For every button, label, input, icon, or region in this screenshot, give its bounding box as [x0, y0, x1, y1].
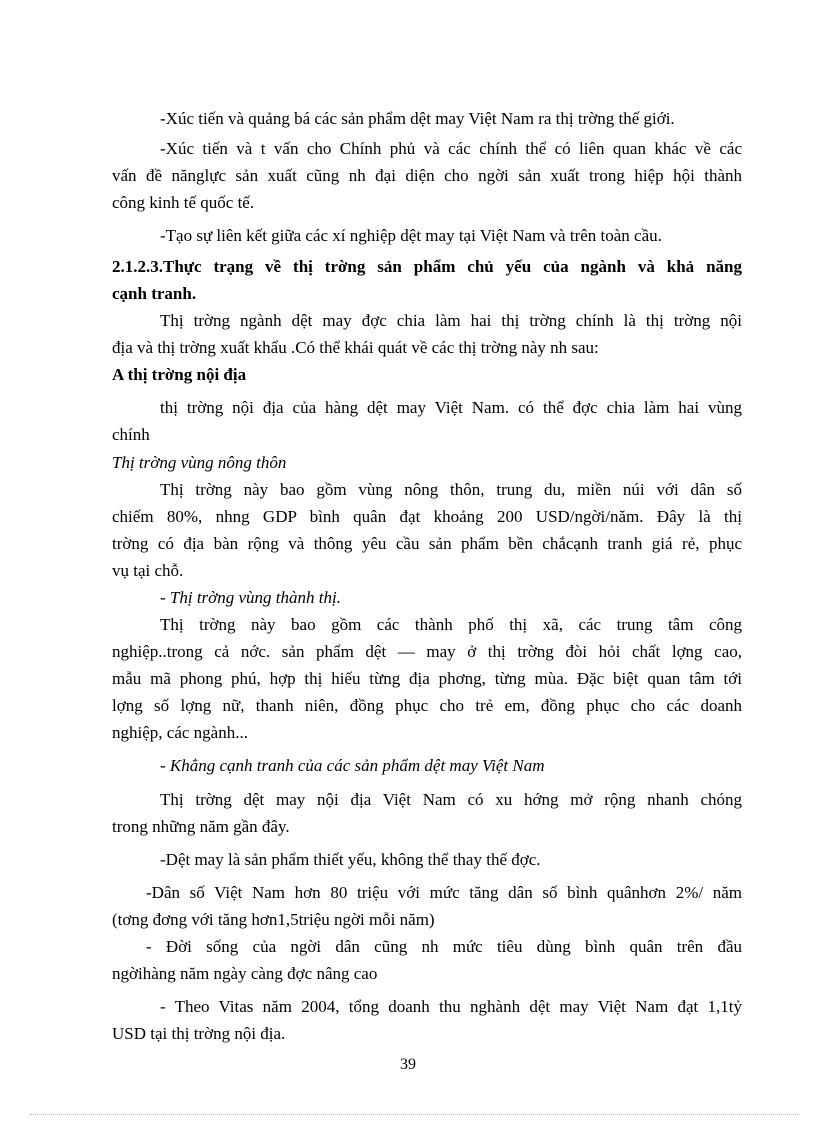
rural-line-3: trờng có địa bàn rộng và thông yêu cầu sản phẩm bền chắcạnh tranh giá rẻ, phục	[112, 534, 742, 553]
subheading-domestic-market: A thị trờng nội địa	[112, 365, 247, 384]
domestic-line-1: thị trờng nội địa của hàng dệt may Việt Nam. có thể đợc chia làm hai vùng	[160, 398, 742, 417]
urban-line-1: Thị trờng này bao gồm các thành phố thị xã, các trung tâm công	[160, 615, 742, 634]
paragraph-consulting-line-2: vấn đề nănglực sản xuất cũng nh đại diện cho ngời sản xuất trong hiệp hội thành	[112, 166, 742, 185]
vitas-line-2: USD tại thị trờng nội địa.	[112, 1024, 286, 1043]
rural-market-title: Thị trờng vùng nông thôn	[112, 453, 287, 472]
rural-line-2: chiếm 80%, nhng GDP bình quân đạt khoảng 200 USD/ngời/năm. Đây là thị	[112, 507, 742, 526]
intro-line-1: Thị trờng ngành dệt may đợc chia làm hai thị trờng chính là thị trờng nội	[160, 311, 742, 330]
paragraph-consulting-line-1: -Xúc tiến và t vấn cho Chính phủ và các chính thể có liên quan khác về các	[160, 139, 742, 158]
competition-line-1: Thị trờng dệt may nội địa Việt Nam có xu hớng mở rộng nhanh chóng	[160, 790, 742, 809]
urban-line-4: lợng số lợng nữ, thanh niên, đồng phục cho trẻ em, đồng phục cho các doanh	[112, 696, 742, 715]
paragraph-consulting-line-3: công kinh tế quốc tế.	[112, 193, 255, 212]
paragraph-linkage: -Tạo sự liên kết giữa các xí nghiệp dệt may tại Việt Nam và trên toàn cầu.	[160, 226, 662, 245]
urban-line-3: mẫu mã phong phú, hợp thị hiếu từng địa phơng, từng mùa. Đặc biệt quan tâm tới	[112, 669, 742, 688]
urban-line-5: nghiệp, các ngành...	[112, 723, 248, 742]
paragraph-promotion: -Xúc tiến và quảng bá các sản phẩm dệt may Việt Nam ra thị trờng thế giới.	[160, 109, 675, 128]
competition-line-2: trong những năm gần đây.	[112, 817, 290, 836]
domestic-line-2: chính	[112, 425, 150, 444]
competition-title: - Khẳng cạnh tranh của các sản phẩm dệt may Việt Nam	[160, 756, 545, 775]
urban-line-2: nghiệp..trong cả nớc. sản phẩm dệt — may ở thị trờng đòi hỏi chất lợng cao,	[112, 642, 742, 661]
section-heading-line-1: 2.1.2.3.Thực trạng về thị trờng sản phẩm chủ yếu của ngành và khả năng	[112, 257, 742, 276]
rural-line-1: Thị trờng này bao gồm vùng nông thôn, trung du, miền núi với dân số	[160, 480, 742, 499]
population-line-1: -Dân số Việt Nam hơn 80 triệu với mức tăng dân số bình quânhơn 2%/ năm	[146, 883, 742, 902]
population-line-2: (tơng đơng với tăng hơn1,5triệu ngời mỗi năm)	[112, 910, 435, 929]
essential-product-note: -Dệt may là sản phẩm thiết yếu, không thể thay thế đợc.	[160, 850, 541, 869]
rural-line-4: vụ tại chỗ.	[112, 561, 184, 580]
living-standard-line-1: - Đời sống của ngời dân cũng nh mức tiêu dùng bình quân trên đầu	[146, 937, 742, 956]
vitas-line-1: - Theo Vitas năm 2004, tổng doanh thu nghành dệt may Việt Nam đạt 1,1tỷ	[160, 997, 742, 1016]
living-standard-line-2: ngờihàng năm ngày càng đợc nâng cao	[112, 964, 378, 983]
intro-line-2: địa và thị trờng xuất khẩu .Có thể khái quát về các thị trờng này nh sau:	[112, 338, 599, 357]
section-heading-line-2: cạnh tranh.	[112, 284, 197, 303]
urban-market-title: - Thị trờng vùng thành thị.	[160, 588, 341, 607]
page-number: 39	[400, 1056, 416, 1073]
footer-divider	[30, 1114, 800, 1115]
